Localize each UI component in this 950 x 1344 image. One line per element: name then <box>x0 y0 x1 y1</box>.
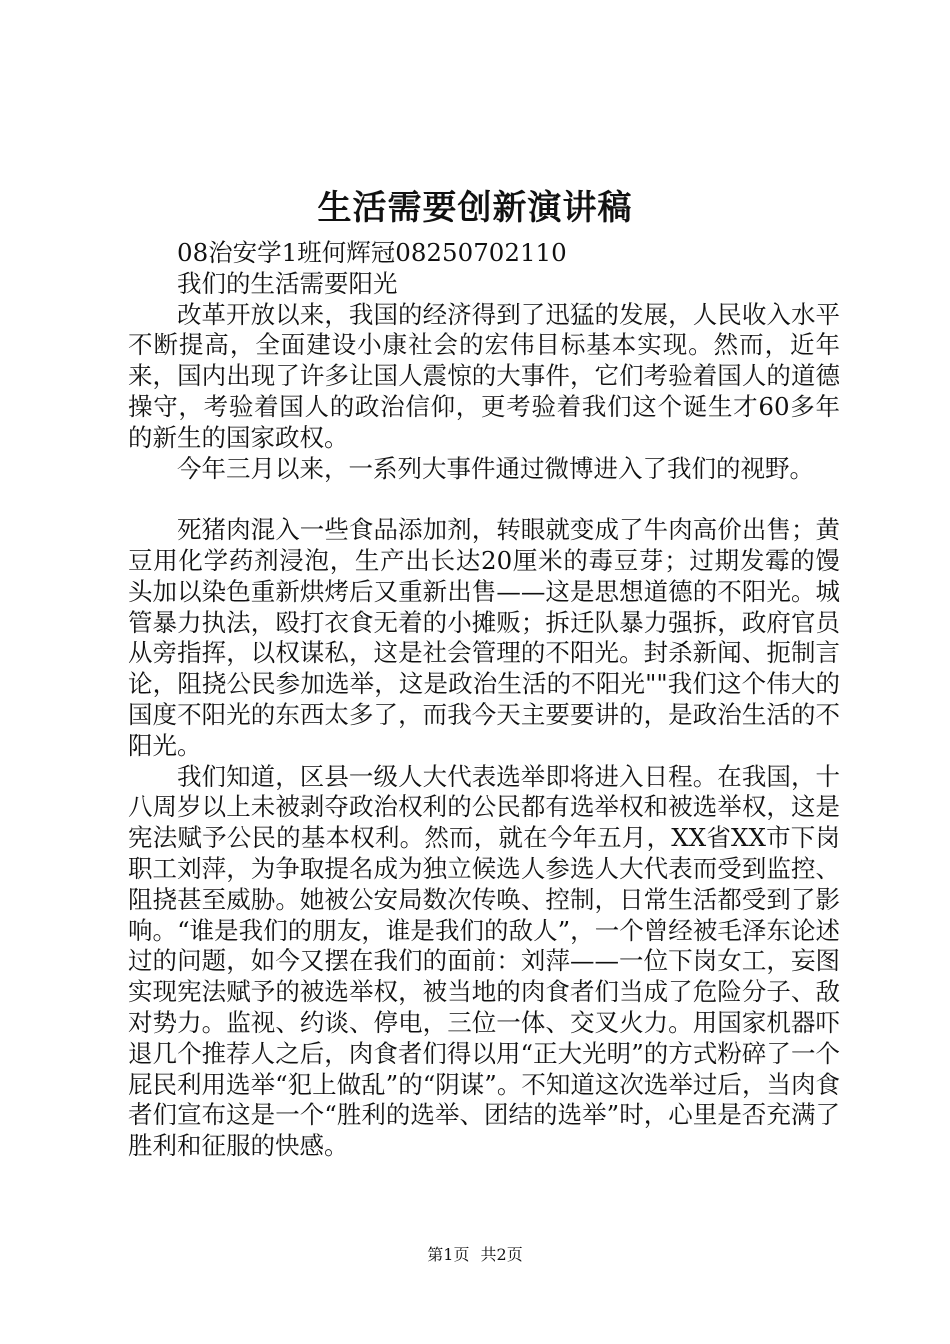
page-footer <box>0 1244 950 1266</box>
paragraph-intro: 改革开放以来，我国的经济得到了迅猛的发展，人民收入水平不断提高，全面建设小康社会的宏伟目标基本实现。然而，近年来，国内出现了许多让国人震惊的大事件，它们考验着国人的道德操守，考验着国人的政治信仰，更考验着我们这个诞生才60多年的新生的国家政权。 <box>128 299 840 452</box>
author-line: 08治安学1班何辉冠08250702110 <box>177 238 567 267</box>
speech-subtitle: 我们的生活需要阳光 <box>177 268 398 298</box>
page-total: 共2页 <box>480 1245 523 1264</box>
paragraph-march-events: 今年三月以来，一系列大事件通过微博进入了我们的视野。 <box>177 453 814 483</box>
document-title: 生活需要创新演讲稿 <box>317 188 633 228</box>
document-body <box>128 238 840 1162</box>
paragraph-election: 我们知道，区县一级人大代表选举即将进入日程。在我国，十八周岁以上未被剥夺政治权利的公民都有选举权和被选举权，这是宪法赋予公民的基本权利。然而，就在今年五月，XX省XX市下岗职工刘萍，为争取提名成为独立候选人参选人大代表而受到监控、阻挠甚至威胁。她被公安局数次传唤、控制，日常生活都受到了影响。“谁是我们的朋友，谁是我们的敌人”，一个曾经被毛泽东论述过的问题，如今又摆在我们的面前：刘萍——一位下岗女工，妄图实现宪法赋予的被选举权，被当地的肉食者们当成了危险分子、敌对势力。监视、约谈、停电，三位一体、交叉火力。用国家机器吓退几个推荐人之后，肉食者们得以用“正大光明”的方式粉碎了一个屁民利用选举“犯上做乱”的“阴谋”。不知道这次选举过后，当肉食者们宣布这是一个“胜利的选举、团结的选举”时，心里是否充满了胜利和征服的快感。 <box>128 761 840 1161</box>
paragraph-examples: 死猪肉混入一些食品添加剂，转眼就变成了牛肉高价出售；黄豆用化学药剂浸泡，生产出长达20厘米的毒豆芽；过期发霉的馒头加以染色重新烘烤后又重新出售——这是思想道德的不阳光。城管暴力执法，殴打衣食无着的小摊贩；拆迁队暴力强拆，政府官员从旁指挥，以权谋私，这是社会管理的不阳光。封杀新闻、扼制言论，阻挠公民参加选举，这是政治生活的不阳光""我们这个伟大的国度不阳光的东西太多了，而我今天主要要讲的，是政治生活的不阳光。 <box>128 515 840 760</box>
page-number: 第1页 <box>427 1245 470 1264</box>
